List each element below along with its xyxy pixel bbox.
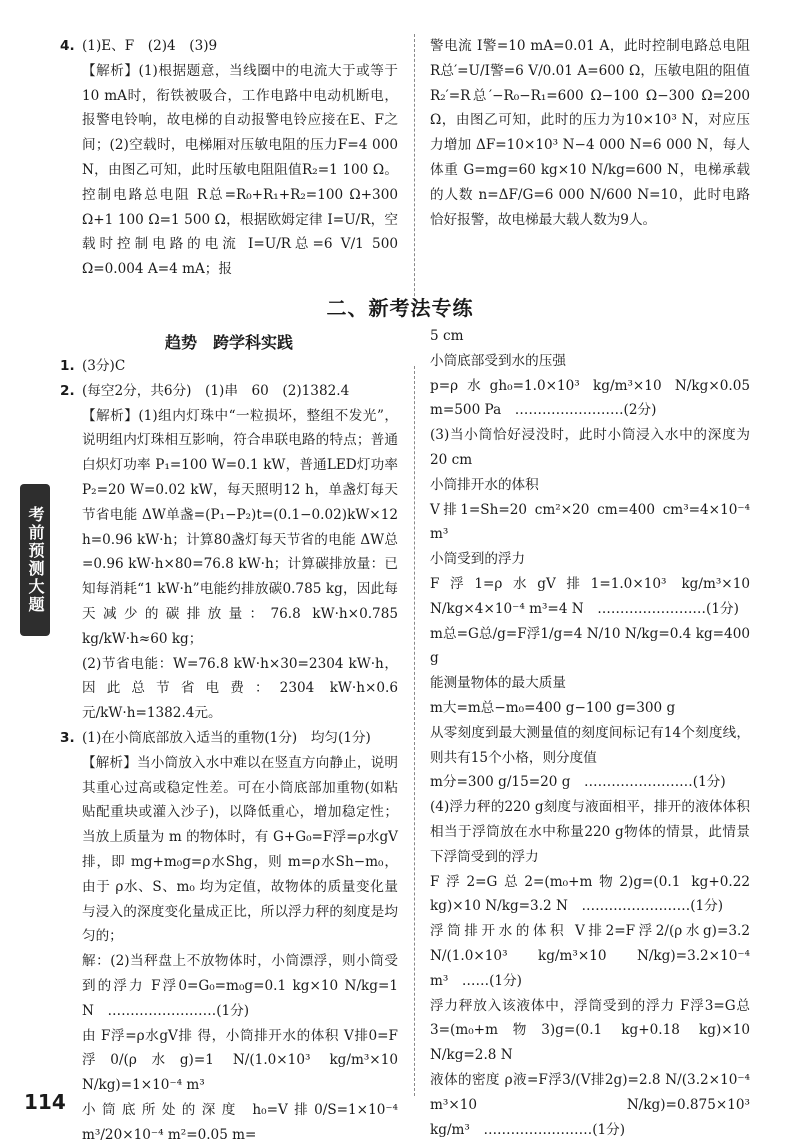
answer-item: 2. (每空2分，共6分) (1)串 60 (2)1382.4 <box>82 379 398 404</box>
solution-line: 能测量物体的最大质量 <box>430 675 566 692</box>
column-divider-bottom <box>414 366 415 1096</box>
right-top-block <box>430 34 750 232</box>
solution-line: m总=G总/g=F浮1/g=4 N/10 N/kg=0.4 kg=400 g <box>430 625 750 667</box>
question-number: 4. <box>60 38 75 54</box>
solution-line: F浮2=G总2=(m₀+m物2)g=(0.1 kg+0.22 kg)×10 N/kg=3.2 N ……………………(1分) <box>430 873 750 915</box>
analysis-text: 【解析】当小筒放入水中难以在竖直方向静止，说明其重心过高或稳定性差。可在小筒底部加重物(如粘贴配重块或灌入沙子)，以降低重心，增加稳定性；当放上质量为 m 的物体时，有 G+G₀=F浮=ρ水gV排，即 mg+m₀g=ρ水Shg，则 m=ρ水Sh−m₀，由于 ρ水、S、m₀ 均为定值，故物体的质量变化量与浸入的深度变化量成正比，所以浮力秤的刻度是均匀的； <box>82 754 398 945</box>
solution-line: 5 cm <box>430 328 464 344</box>
left-top-block <box>60 34 398 282</box>
right-bottom-block <box>430 324 750 1142</box>
solution-line: m分=300 g/15=20 g ……………………(1分) <box>430 774 726 791</box>
q4-analysis: 【解析】(1)根据题意，当线圈中的电流大于或等于10 mA时，衔铁被吸合，工作电路中电动机断电，报警电铃响，故电梯的自动报警电铃应接在E、F之间；(2)空载时，电梯厢对压敏电阻的压力F=4 000 N，由图乙可知，此时压敏电阻阻值R₂=1 100 Ω。控制电路总电阻 R总=R₀+R₁+R₂=100 Ω+300 Ω+1 100 Ω=1 500 Ω，根据欧姆定律 I=U/R，空载时控制电路的电流 I=U/R总=6 V/1 500 Ω=0.004 A=4 mA；报 <box>82 62 398 278</box>
solution-line: 浮筒排开水的体积 V排2=F浮2/(ρ水g)=3.2 N/(1.0×10³ kg/m³×10 N/kg)=3.2×10⁻⁴ m³ ……(1分) <box>430 923 750 989</box>
question-number: 3. <box>60 729 75 746</box>
solution-line: m大=m总−m₀=400 g−100 g=300 g <box>430 699 676 716</box>
solution-line: 小筒底部受到水的压强 <box>430 352 566 369</box>
solution-line: V排1=Sh=20 cm²×20 cm=400 cm³=4×10⁻⁴ m³ <box>430 501 750 543</box>
answer-item: 1. (3分)C <box>82 354 398 379</box>
q4-answer: (1)E、F (2)4 (3)9 <box>82 38 218 54</box>
side-tab: 考前预测大题 <box>20 484 50 636</box>
solution-line: 液体的密度 ρ液=F浮3/(V排2g)=2.8 N/(3.2×10⁻⁴ m³×10 N/kg)=0.875×10³ kg/m³ ……………………(1分) <box>430 1071 750 1138</box>
column-divider-top <box>414 34 415 316</box>
analysis-text: 小筒底所处的深度 h₀=V排0/S=1×10⁻⁴ m³/20×10⁻⁴ m²=0.05 m= <box>82 1101 398 1143</box>
question-number: 2. <box>60 382 75 399</box>
solution-line: (4)浮力秤的220 g刻度与液面相平，排开的液体体积相当于浮筒放在水中称量220 g物体的情景，此情景下浮筒受到的浮力 <box>430 799 750 865</box>
analysis-text: (2)节省电能：W=76.8 kW·h×30=2304 kW·h，因此总节省电费：2304 kW·h×0.6 元/kW·h=1382.4元。 <box>82 655 398 722</box>
right-top-text: 警电流 I警=10 mA=0.01 A，此时控制电路总电阻 R总′=U/I警=6 V/0.01 A=600 Ω，压敏电阻的阻值 R₂′=R总′−R₀−R₁=600 Ω−100 Ω−300 Ω=200 Ω，由图乙可知，此时的压力为10×10³ N，对应压力增加 ΔF=10×10³ N−4 000 N=6 000 N，每人体重 G=mg=60 kg×10 N/kg=600 N，电梯承载的人数 n=ΔF/G=6 000 N/600 N=10，此时电路恰好报警，故电梯最大载人数为9人。 <box>430 38 750 228</box>
solution-line: (3)当小筒恰好浸没时，此时小筒浸入水中的深度为20 cm <box>430 427 750 468</box>
left-bottom-block <box>60 354 398 1148</box>
answer-item: 3. (1)在小筒底部放入适当的重物(1分) 均匀(1分) <box>82 726 398 751</box>
analysis-text: 由 F浮=ρ水gV排 得，小筒排开水的体积 V排0=F浮0/(ρ水g)=1 N/(1.0×10³ kg/m³×10 N/kg)=1×10⁻⁴ m³ <box>82 1027 398 1094</box>
page-number: 114 <box>24 1090 66 1114</box>
solution-line: 小筒受到的浮力 <box>430 551 526 568</box>
analysis-text: 【解析】(1)组内灯珠中“一粒损坏，整组不发光”，说明组内灯珠相互影响，符合串联电路的特点；普通白炽灯功率 P₁=100 W=0.1 kW，普通LED灯功率 P₂=20 W=0.02 kW，每天照明12 h，单盏灯每天节省电能 ΔW单盏=(P₁−P₂)t=(0.1−0.02)kW×12 h=0.96 kW·h；计算80盏灯每天节省的电能 ΔW总=0.96 kW·h×80=76.8 kW·h；计算碳排放量：已知每消耗“1 kW·h”电能约排放碳0.785 kg，因此每天减少的碳排放量：76.8 kW·h×0.785 kg/kW·h≈60 kg； <box>82 407 398 647</box>
solution-line: 从零刻度到最大测量值的刻度间标记有14个刻度线，则共有15个小格，则分度值 <box>430 724 750 766</box>
section-title: 二、新考法专练 <box>326 296 474 320</box>
solution-line: p=ρ水gh₀=1.0×10³ kg/m³×10 N/kg×0.05 m=500 Pa ……………………(2分) <box>430 377 750 419</box>
solution-line: F浮1=ρ水gV排1=1.0×10³ kg/m³×10 N/kg×4×10⁻⁴ m³=4 N ……………………(1分) <box>430 575 750 617</box>
sub-title: 趋势 跨学科实践 <box>164 333 293 352</box>
solution-line: 浮力秤放入该液体中，浮筒受到的浮力 F浮3=G总3=(m₀+m物3)g=(0.1 kg+0.18 kg)×10 N/kg=2.8 N <box>430 997 750 1064</box>
question-number: 1. <box>60 358 75 374</box>
solution-line: 小筒排开水的体积 <box>430 476 539 493</box>
analysis-text: 解：(2)当秤盘上不放物体时，小筒漂浮，则小筒受到的浮力 F浮0=G₀=m₀g=0.1 kg×10 N/kg=1 N ……………………(1分) <box>82 953 398 1019</box>
